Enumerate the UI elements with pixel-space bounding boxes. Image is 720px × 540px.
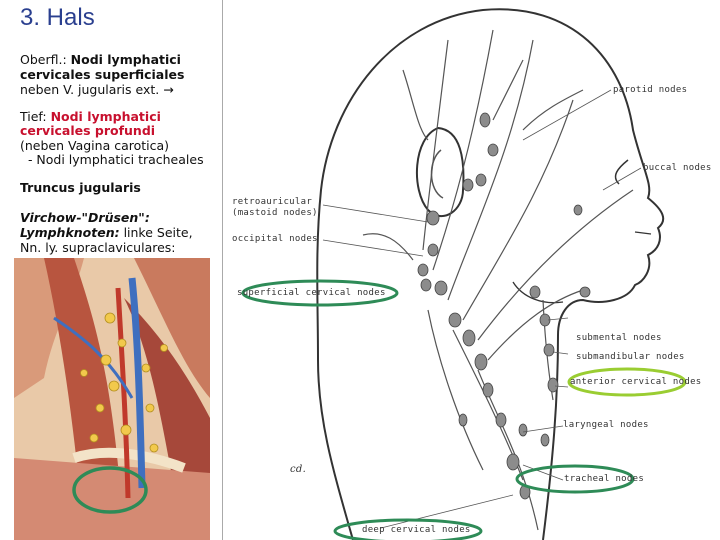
virchow-line-2 (20, 225, 193, 240)
lymph-vessels (363, 30, 633, 530)
superficial-term-2: cervicales superficiales (20, 67, 185, 82)
superficial-term-1: Nodi lymphatici (70, 52, 181, 67)
head-neck-lymph-diagram (223, 0, 720, 540)
virchow-lymph-term: Lymphknoten: (20, 225, 120, 240)
deep-line-1 (20, 109, 161, 124)
label-parotid-nodes: parotid nodes (613, 85, 688, 95)
mouth-line (635, 232, 651, 234)
label-submental-nodes: submental nodes (576, 333, 662, 343)
deep-location: (neben Vagina carotica) (20, 138, 170, 153)
label-mastoid-nodes: (mastoid nodes) (232, 208, 318, 218)
deep-tracheal: - Nodi lymphatici tracheales (20, 152, 204, 167)
artist-signature: cd. (290, 464, 307, 475)
label-laryngeal-nodes: laryngeal nodes (563, 420, 649, 430)
label-deep-cervical-nodes: deep cervical nodes (362, 525, 471, 535)
virchow-heading: Virchow-"Drüsen": (20, 210, 150, 225)
label-occipital-nodes: occipital nodes (232, 234, 318, 244)
label-submandibular-nodes: submandibular nodes (576, 352, 685, 362)
page-title: 3. Hals (20, 4, 95, 31)
leader-lines (323, 90, 641, 528)
label-superficial-cervical-nodes: superficial cervical nodes (237, 288, 386, 298)
superficial-line-1 (20, 52, 181, 67)
eye-line (616, 160, 628, 184)
deep-term-1: Nodi lymphatici (50, 109, 161, 124)
virchow-line-3: Nn. ly. supraclaviculares: (20, 240, 176, 255)
superficial-prefix: Oberfl.: (20, 52, 71, 67)
label-buccal-nodes: buccal nodes (643, 163, 712, 173)
virchow-side: linke Seite, (119, 225, 193, 240)
label-tracheal-nodes: tracheal nodes (564, 474, 645, 484)
label-retroauricular: retroauricular (232, 197, 313, 207)
superficial-location: neben V. jugularis ext. → (20, 82, 174, 97)
deep-term-2: cervicales profundi (20, 123, 156, 138)
neck-dissection-image (14, 258, 210, 540)
lymph-nodes (418, 113, 590, 499)
deep-prefix: Tief: (20, 109, 51, 124)
head-outline (317, 9, 663, 540)
ear (417, 128, 464, 216)
truncus-heading: Truncus jugularis (20, 180, 141, 195)
label-anterior-cervical-nodes: anterior cervical nodes (570, 377, 702, 387)
